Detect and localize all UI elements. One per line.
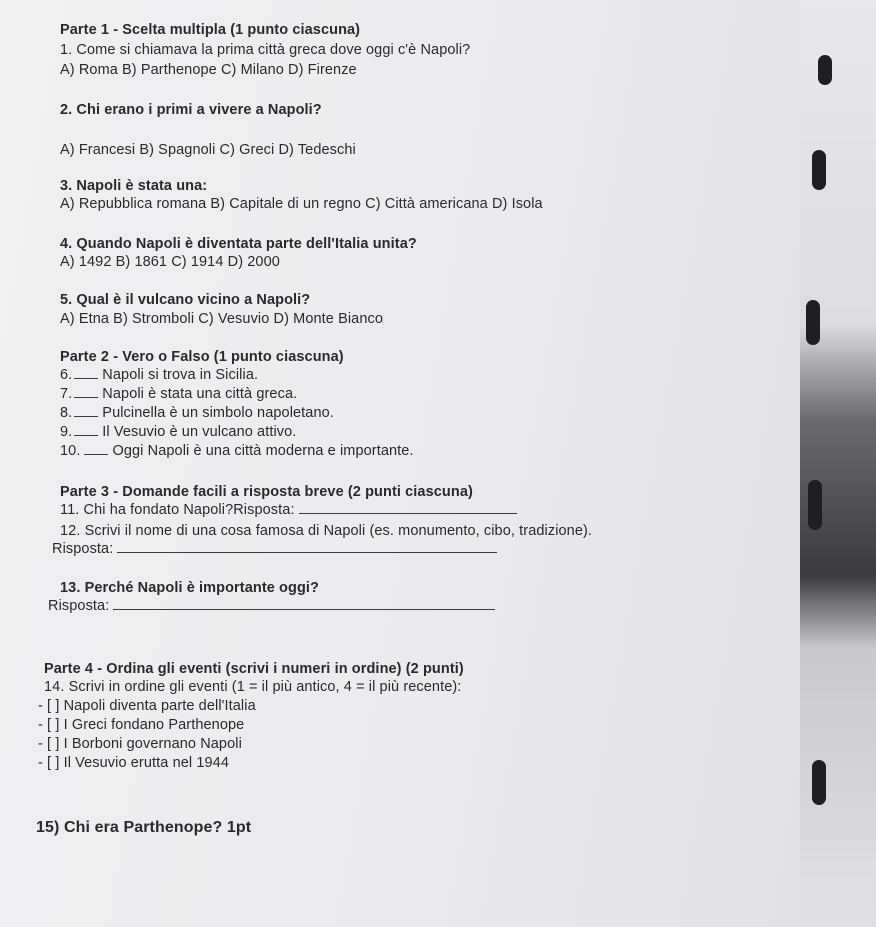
question-12: 12. Scrivi il nome di una cosa famosa di Napoli (es. monumento, cibo, tradizione).: [60, 523, 593, 539]
item-number: 9.: [60, 424, 73, 440]
event-item[interactable]: - [ ] Napoli diventa parte dell'Italia: [38, 698, 256, 714]
part2-title: Parte 2 - Vero o Falso (1 punto ciascuna): [60, 349, 344, 365]
answer-blank[interactable]: [74, 378, 98, 379]
item-text: Napoli si trova in Sicilia.: [102, 367, 259, 383]
question-5-options: A) Etna B) Stromboli C) Vesuvio D) Monte Bianco: [60, 311, 384, 327]
event-item[interactable]: - [ ] Il Vesuvio erutta nel 1944: [38, 755, 230, 771]
answer-line-11[interactable]: [299, 513, 517, 514]
part1-title: Parte 1 - Scelta multipla (1 punto ciascuna): [60, 22, 361, 38]
item-text: Il Vesuvio è un vulcano attivo.: [102, 424, 297, 440]
part4-title: Parte 4 - Ordina gli eventi (scrivi i numeri in ordine) (2 punti): [44, 661, 464, 677]
true-false-item: [60, 367, 258, 383]
binder-ring: [808, 480, 822, 530]
question-4-options: A) 1492 B) 1861 C) 1914 D) 2000: [60, 254, 280, 270]
item-text: Pulcinella è un simbolo napoletano.: [102, 405, 334, 421]
item-text: Oggi Napoli è una città moderna e importante.: [112, 443, 414, 459]
item-text: Napoli è stata una città greca.: [102, 386, 298, 402]
question-4: 4. Quando Napoli è diventata parte dell'Italia unita?: [60, 236, 417, 252]
binder-ring: [812, 150, 826, 190]
question-14: 14. Scrivi in ordine gli eventi (1 = il più antico, 4 = il più recente):: [44, 679, 462, 695]
true-false-item: [60, 405, 334, 421]
answer-row-12: [52, 541, 497, 557]
question-3-options: A) Repubblica romana B) Capitale di un regno C) Città americana D) Isola: [60, 196, 543, 212]
part3-title: Parte 3 - Domande facili a risposta breve (2 punti ciascuna): [60, 484, 473, 500]
answer-blank[interactable]: [74, 435, 98, 436]
item-number: 6.: [60, 367, 73, 383]
true-false-item: [60, 386, 297, 402]
question-1-options: A) Roma B) Parthenope C) Milano D) Firenze: [60, 62, 357, 78]
answer-blank[interactable]: [74, 416, 98, 417]
binder-ring: [818, 55, 832, 85]
answer-label: Risposta:: [48, 598, 110, 614]
answer-line-12[interactable]: [117, 552, 497, 553]
item-number: 10.: [60, 443, 81, 459]
question-13: 13. Perché Napoli è importante oggi?: [60, 580, 320, 596]
question-5: 5. Qual è il vulcano vicino a Napoli?: [60, 292, 311, 308]
answer-blank[interactable]: [84, 454, 108, 455]
true-false-item: [60, 443, 414, 459]
binder-ring: [806, 300, 820, 345]
question-11-text: 11. Chi ha fondato Napoli?Risposta:: [60, 502, 295, 518]
question-15: 15) Chi era Parthenope? 1pt: [36, 819, 252, 836]
question-2: 2. Chi erano i primi a vivere a Napoli?: [60, 102, 322, 118]
binder-ring: [812, 760, 826, 805]
question-1: 1. Come si chiamava la prima città greca dove oggi c'è Napoli?: [60, 42, 471, 58]
answer-row-13: [48, 598, 495, 614]
event-item[interactable]: - [ ] I Greci fondano Parthenope: [38, 717, 245, 733]
question-11: [60, 502, 517, 518]
item-number: 8.: [60, 405, 73, 421]
item-number: 7.: [60, 386, 73, 402]
answer-label: Risposta:: [52, 541, 114, 557]
question-2-options: A) Francesi B) Spagnoli C) Greci D) Tedeschi: [60, 142, 356, 158]
true-false-item: [60, 424, 296, 440]
answer-line-13[interactable]: [113, 609, 495, 610]
answer-blank[interactable]: [74, 397, 98, 398]
question-3: 3. Napoli è stata una:: [60, 178, 208, 194]
event-item[interactable]: - [ ] I Borboni governano Napoli: [38, 736, 242, 752]
